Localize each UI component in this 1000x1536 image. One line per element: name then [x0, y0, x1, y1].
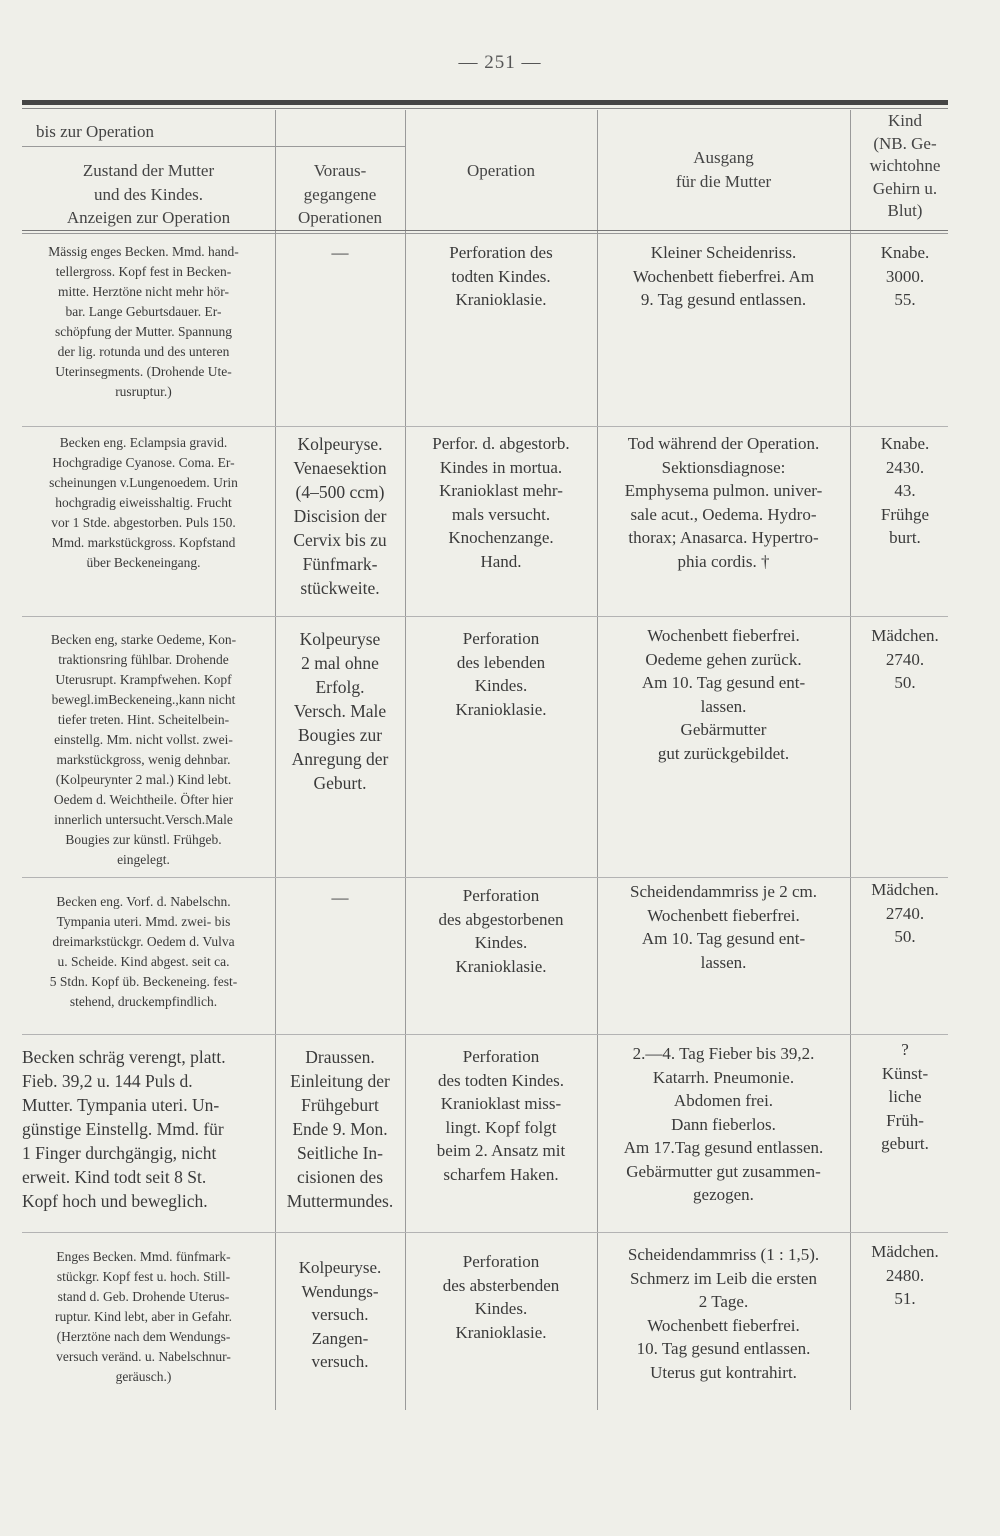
header-subrule	[22, 146, 405, 147]
header-kind: Kind (NB. Ge- wichtohne Gehirn u. Blut)	[869, 111, 941, 220]
top-rule	[22, 100, 948, 105]
row-5-operation: Perforation des todten Kindes. Kranioklast miss- lingt. Kopf folgt beim 2. Ansatz mit scharfem Haken.	[436, 1047, 566, 1184]
row-1-voraus: —	[331, 243, 349, 262]
row-2-operation: Perfor. d. abgestorb. Kindes in mortua. Kranioklast mehr- mals versucht. Knochenzange. Hand.	[432, 434, 570, 571]
row-4-kind: Mädchen. 2740. 50.	[871, 880, 939, 946]
top-rule-thin	[22, 108, 948, 109]
row-1-operation: Perforation des todten Kindes. Kranioklasie.	[449, 243, 553, 309]
row-6-kind: Mädchen. 2480. 51.	[871, 1242, 939, 1308]
row-3-zustand: Becken eng, starke Oedeme, Kon- traktionsring fühlbar. Drohende Uterusrupt. Krampfwehen. Kopf bewegl.imBeckeneing.,kann nicht tiefer treten. Hint. Scheitelbein- einstellg. Mm. nicht vollst. zwei- markstückgross, wenig dehnbar. (Kolpeurynter 2 mal.) Kind lebt. Oedem d. Weichtheile. Öfter hier innerlich untersucht.Versch.Male Bougies zur künstl. Frühgeb. eingelegt.	[50, 632, 237, 867]
header-bottom-rule	[22, 230, 948, 231]
header-bottom-rule-2	[22, 233, 948, 234]
row-1-zustand: Mässig enges Becken. Mmd. hand- tellergross. Kopf fest in Becken- mitte. Herztöne nicht mehr hör- bar. Lange Geburtsdauer. Er- schöpfung der Mutter. Spannung der lig. rotunda und des unteren Uterinsegments. (Drohende Ute- rusruptur.)	[48, 244, 239, 399]
row-5-voraus: Draussen. Einleitung der Frühgeburt Ende 9. Mon. Seitliche In- cisionen des Muttermundes.	[286, 1047, 394, 1211]
row-separator	[22, 616, 948, 617]
row-4-voraus: —	[331, 888, 349, 907]
page-number: — 251 —	[458, 52, 542, 73]
row-5-ausgang: 2.—4. Tag Fieber bis 39,2. Katarrh. Pneumonie. Abdomen frei. Dann fieberlos. Am 17.Tag gesund entlassen. Gebärmutter gut zusammen- gezogen.	[623, 1044, 824, 1204]
row-5-zustand: Becken schräg verengt, platt. Fieb. 39,2 u. 144 Puls d. Mutter. Tympania uteri. Un- günstige Einstellg. Mmd. für 1 Finger durchgängig, nicht erweit. Kind todt seit 8 St. Kopf hoch und beweglich.	[22, 1047, 226, 1211]
row-4-operation: Perforation des abgestorbenen Kindes. Kranioklasie.	[438, 886, 564, 976]
row-separator	[22, 1232, 948, 1233]
row-6-zustand: Enges Becken. Mmd. fünfmark- stückgr. Kopf fest u. hoch. Still- stand d. Geb. Drohende Uterus- ruptur. Kind lebt, aber in Gefahr. (Herztöne nach dem Wendungs- versuch veränd. u. Nabelschnur- geräusch.)	[55, 1249, 232, 1384]
row-3-operation: Perforation des lebenden Kindes. Kranioklasie.	[455, 629, 547, 719]
row-3-ausgang: Wochenbett fieberfrei. Oedeme gehen zurück. Am 10. Tag gesund ent- lassen. Gebärmutter gut zurückgebildet.	[641, 626, 806, 763]
header-voraus: Voraus- gegangene Operationen	[297, 161, 383, 227]
header-ausgang: Ausgang für die Mutter	[675, 148, 772, 191]
row-2-ausgang: Tod während der Operation. Sektionsdiagnose: Emphysema pulmon. univer- sale acut., Oedema. Hydro- thorax; Anasarca. Hypertro- phia cordis. †	[624, 434, 823, 571]
row-6-operation: Perforation des absterbenden Kindes. Kranioklasie.	[442, 1252, 560, 1342]
row-4-ausgang: Scheidendammriss je 2 cm. Wochenbett fieberfrei. Am 10. Tag gesund ent- lassen.	[630, 882, 817, 972]
row-4-zustand: Becken eng. Vorf. d. Nabelschn. Tympania uteri. Mmd. zwei- bis dreimarkstückgr. Oedem d. Vulva u. Scheide. Kind abgest. seit ca. 5 Stdn. Kopf üb. Beckeneing. fest- stehend, druckempfindlich.	[49, 894, 238, 1009]
row-2-voraus: Kolpeuryse. Venaesektion (4–500 ccm) Discision der Cervix bis zu Fünfmark- stückweite.	[293, 434, 387, 598]
row-5-kind: ? Künst- liche Früh- geburt.	[881, 1040, 929, 1153]
row-2-zustand: Becken eng. Eclampsia gravid. Hochgradige Cyanose. Coma. Er- scheinungen v.Lungenoedem. Urin hochgradig eiweisshaltig. Frucht vor 1 Stde. abgestorben. Puls 150. Mmd. markstückgross. Kopfstand über Beckeneingang.	[49, 435, 238, 570]
header-operation: Operation	[467, 161, 535, 180]
row-3-kind: Mädchen. 2740. 50.	[871, 626, 939, 692]
row-separator	[22, 426, 948, 427]
row-1-kind: Knabe. 3000. 55.	[880, 243, 930, 309]
row-separator	[22, 877, 948, 878]
row-3-voraus: Kolpeuryse 2 mal ohne Erfolg. Versch. Male Bougies zur Anregung der Geburt.	[291, 629, 389, 793]
row-2-kind: Knabe. 2430. 43. Frühge burt.	[880, 434, 930, 547]
row-1-ausgang: Kleiner Scheidenriss. Wochenbett fieberfrei. Am 9. Tag gesund entlassen.	[632, 243, 815, 309]
row-6-voraus: Kolpeuryse. Wendungs- versuch. Zangen- versuch.	[298, 1258, 382, 1371]
row-separator	[22, 1034, 948, 1035]
header-group-label: bis zur Operation	[36, 122, 155, 141]
header-zustand: Zustand der Mutter und des Kindes. Anzeigen zur Operation	[66, 161, 231, 227]
row-6-ausgang: Scheidendammriss (1 : 1,5). Schmerz im Leib die ersten 2 Tage. Wochenbett fieberfrei. 10. Tag gesund entlassen. Uterus gut kontrahirt.	[627, 1245, 820, 1382]
